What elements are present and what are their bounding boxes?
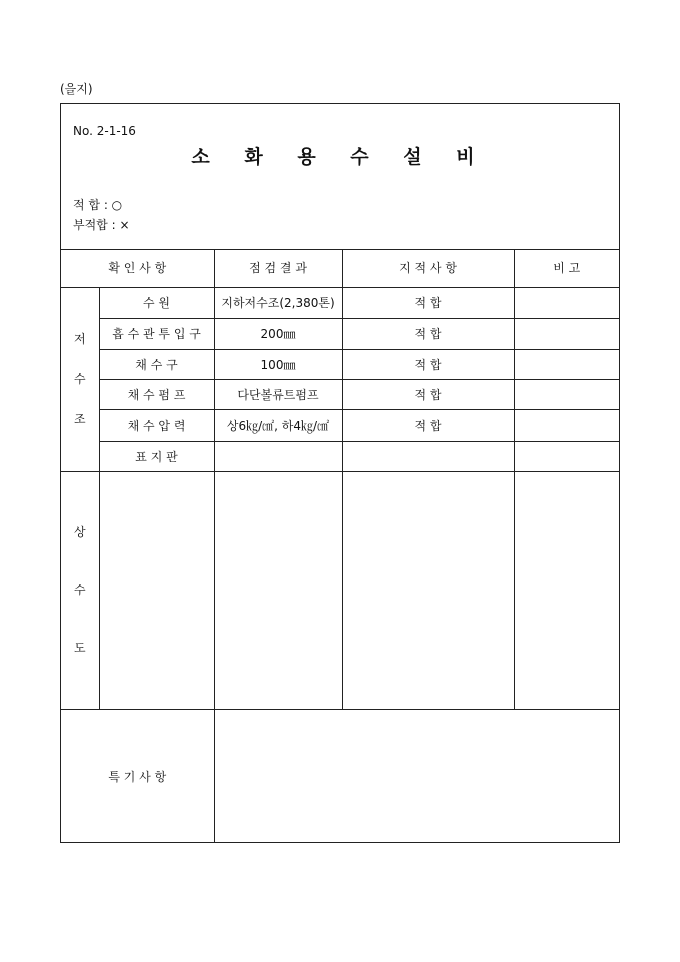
- page-title: 소 화 용 수 설 비: [191, 146, 489, 168]
- row-result: 200㎜: [214, 318, 342, 349]
- special-notes-row: [61, 709, 619, 843]
- table-row: [61, 318, 619, 349]
- row-item: 표 지 판: [99, 441, 214, 471]
- header-remark: 지 적 사 항: [342, 249, 514, 287]
- row-result: 100㎜: [214, 349, 342, 379]
- header-result: 점 검 결 과: [214, 249, 342, 287]
- water-supply-item: [99, 471, 214, 709]
- header-check-item: 확 인 사 항: [61, 249, 214, 287]
- row-result: [214, 441, 342, 471]
- water-supply-group-label: 상 수 도: [61, 471, 99, 709]
- water-supply-remark: [342, 471, 514, 709]
- legend-fail: 부적합 : ×: [73, 218, 130, 232]
- row-result: 상6㎏/㎠, 하4㎏/㎠: [214, 409, 342, 441]
- form-header: [61, 104, 619, 250]
- row-note: [514, 318, 619, 349]
- inspection-table: [61, 249, 619, 843]
- special-notes-content: [214, 709, 619, 843]
- reservoir-group-label: 저 수 조: [61, 287, 99, 471]
- row-result: 다단볼류트펌프: [214, 379, 342, 409]
- form-label: (을지): [60, 82, 93, 96]
- row-item: 채 수 구: [99, 349, 214, 379]
- row-item: 채 수 펌 프: [99, 379, 214, 409]
- row-note: [514, 441, 619, 471]
- row-remark: 적 합: [342, 379, 514, 409]
- water-supply-result: [214, 471, 342, 709]
- legend-pass: 적 합 : ○: [73, 198, 123, 212]
- special-notes-label: 특 기 사 항: [61, 709, 214, 843]
- table-row: [61, 409, 619, 441]
- header-note: 비 고: [514, 249, 619, 287]
- row-remark: 적 합: [342, 409, 514, 441]
- row-result: 지하저수조(2,380톤): [214, 287, 342, 318]
- row-remark: 적 합: [342, 287, 514, 318]
- table-row: [61, 379, 619, 409]
- row-remark: 적 합: [342, 349, 514, 379]
- row-remark: [342, 441, 514, 471]
- row-note: [514, 349, 619, 379]
- row-item: 채 수 압 력: [99, 409, 214, 441]
- water-supply-note: [514, 471, 619, 709]
- water-supply-row: [61, 471, 619, 709]
- document-number: No. 2-1-16: [73, 124, 136, 138]
- table-header-row: [61, 249, 619, 287]
- row-note: [514, 409, 619, 441]
- table-row: [61, 441, 619, 471]
- row-remark: 적 합: [342, 318, 514, 349]
- table-row: [61, 287, 619, 318]
- inspection-form: [60, 103, 620, 843]
- table-row: [61, 349, 619, 379]
- row-note: [514, 287, 619, 318]
- row-note: [514, 379, 619, 409]
- row-item: 수 원: [99, 287, 214, 318]
- row-item: 흡 수 관 투 입 구: [99, 318, 214, 349]
